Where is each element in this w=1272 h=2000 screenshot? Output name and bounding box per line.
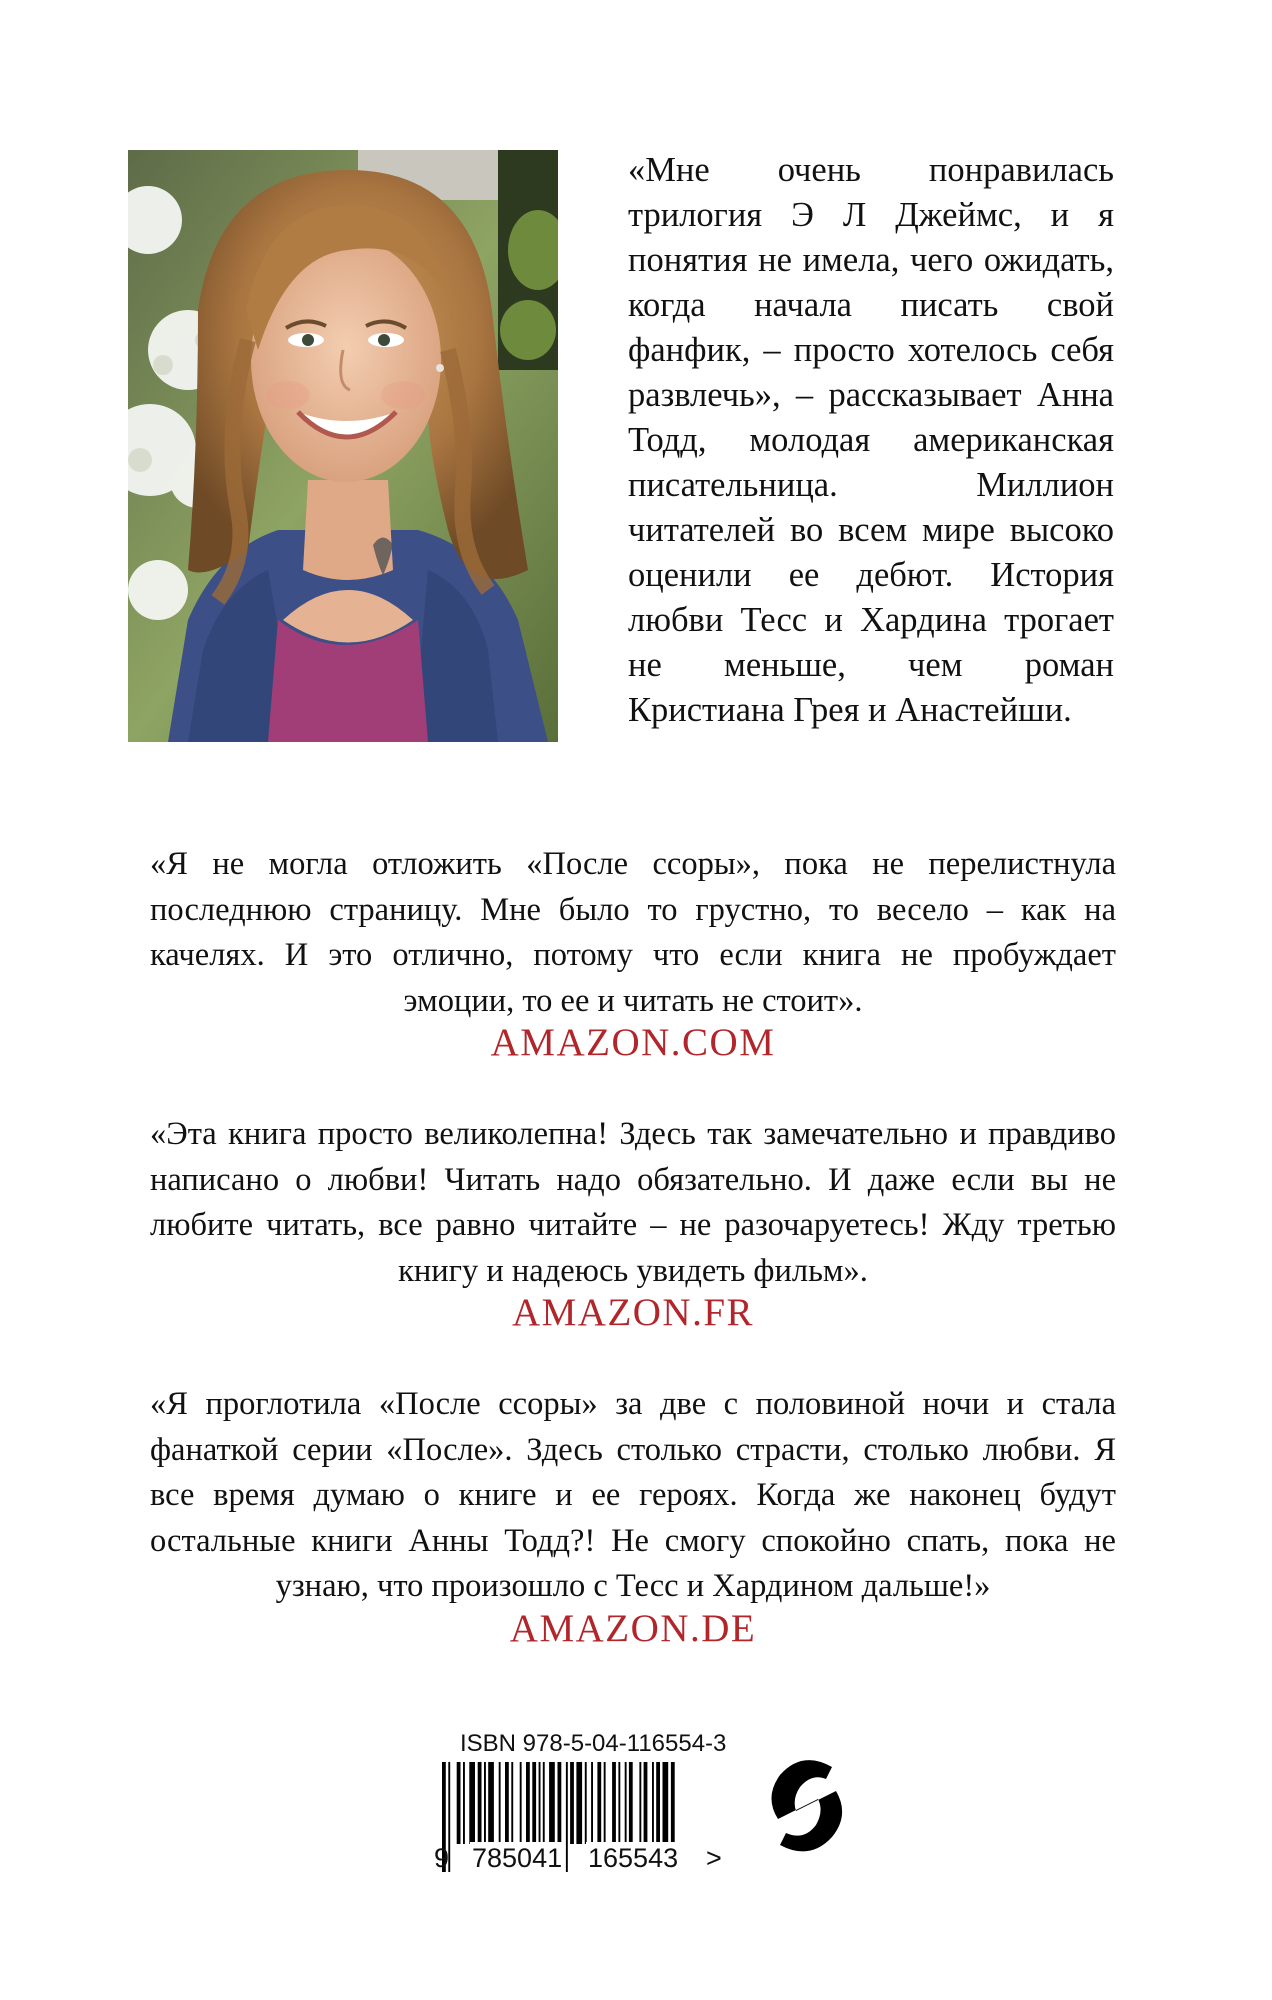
barcode-digits-right: 165543	[588, 1843, 679, 1873]
review-source: AMAZON.COM	[490, 1021, 776, 1064]
review-quote: «Я не могла отложить «После ссоры», пока не перелистнула последнюю страницу. Мне было то грустно, то весело – как на качелях. И это отлично, потому что если книга не пробуждает эмоции, то ее и читать не стоит».	[150, 846, 1116, 1019]
barcode-arrow: >	[706, 1843, 722, 1873]
author-photo	[128, 150, 558, 742]
barcode-digits-left: 785041	[472, 1843, 563, 1873]
eksmo-logo-icon	[762, 1745, 852, 1871]
review-source: AMAZON.DE	[509, 1607, 757, 1650]
review-quote: «Я проглотила «После ссоры» за две с половиной ночи и стала фанаткой серии «После». Здесь столько страсти, столько любви. Я все время думаю о книге и ее героях. Когда же наконец будут остальные книги Анны Тодд?! Не смогу спокойно спать, пока не узнаю, что произошло с Тесс и Хардином дальше!»	[150, 1386, 1116, 1604]
isbn-label: ISBN 978-5-04-116554-3	[460, 1730, 727, 1757]
review-quote: «Эта книга просто великолепна! Здесь так замечательно и правдиво написано о любви! Читать надо обязательно. И даже если вы не любите читать, все равно читайте – не разочаруетесь! Жду третью книгу и надеюсь увидеть фильм».	[150, 1116, 1116, 1289]
barcode-digit-lead: 9	[434, 1843, 450, 1873]
author-blurb: «Мне очень понравилась трилогия Э Л Джеймс, и я понятия не имела, чего ожидать, когда начала писать свой фанфик, – просто хотелось себя развлечь», – рассказывает Анна Тодд, молодая американская писательница. Миллион читателей во всем мире высоко оценили ее дебют. История любви Тесс и Хардина трогает не меньше, чем роман Кристиана Грея и Анастейши.	[628, 151, 1114, 729]
review-source: AMAZON.FR	[511, 1291, 755, 1334]
